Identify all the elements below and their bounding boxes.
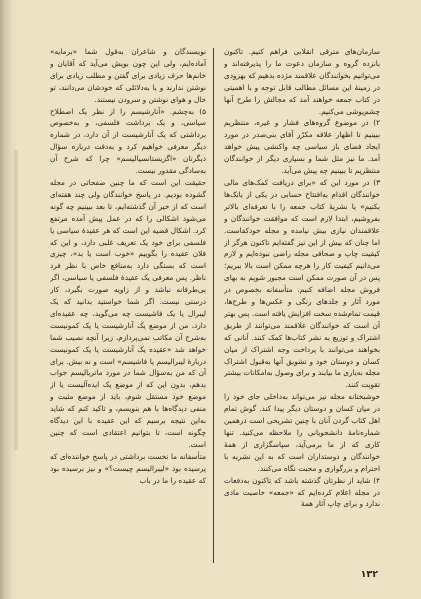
paragraph: ۳) در مورد این که «برای دریافت کمک‌های مالی خوانندگان اقدام به‌افتتاح حسابی در یکی از بانک‌ها بکنیم» یا نشریهٔ کتاب جمعه را با تعرفه‌ای بالاتر بفروشیم، ابتدا لازم است که موافقت خوانندگان و علاقمندان نیازی بیش نیامده و مجله خودکفاست. اما چنان که بیش از این نیز گفته‌ایم تاکنون هرگز از کیفیت چاپ و صحافی مجله راضی نبوده‌ایم و لازم می‌دانیم کیفیت کار را هرچه ممکن است بالا ببریم؛ پس در آن صورت ممکن است مجبور شویم به بهای فروش مجله اضافه کنیم. متأسفانه بخصوص در مورد آثار و جلدهای رنگی و عکس‌ها و طرح‌ها، قیمت تمام‌شده سخت افزایش یافته است. پس بهتر آن است که خوانندگان علاقمند می‌توانند از طریق اشتراک و توزیع به نشر کتاب‌ها کمک کنند. آنانی که بخواهند می‌توانند با پرداخت وجه اشتراک از میان کسان و دوستان خود و تشویق آنها به‌قبول اشتراک مجله به‌یاری ما بیایند و برای وصول به‌امکانات بیشتر تقویت کنند. <box>224 177 380 390</box>
paragraph: سازمان‌های مترقی انقلابی فراهم کنیم. تاکنون بانزده گروه و سازمان دعوت ما را پذیرفته‌اند و می‌توانیم بخوانندگان علاقمند مژده بدهیم که بهزودی در زمینهٔ این مسائل مطالب قابل توجه و با اهمیتی در کتاب جمعه خواهند آمد که مجالش را طرح آنها چشم‌پوشی می‌کنیم. <box>224 47 380 116</box>
scan-binding-shadow <box>14 150 18 450</box>
left-text-column <box>50 46 206 564</box>
paragraph: نویسندگان و شاعران به‌قول شما «برمایه» آماده‌ایم، ولی این چون بویش می‌آید که آقایان و خانم‌ها حرف زیادی برای گفتن و مطلب زیادی برای نوشتن ندارند و یا به‌دلائلی که خودشان می‌دانند، تو حال و هوای نوشتن و سرودن نیستند. <box>50 47 206 104</box>
paragraph: خوشبختانه مجله نیز می‌تواند به‌داخلی جای خود را در میان کسان و دوستان دیگر پیدا کند. گوش تمام اهل کتاب گردن آنان با چنین تشریحی است درهمین شماره‌نامهٔ دانشجویانی را ملاحظه می‌کنید. تنها کاری که از ما برمی‌آید، سپاسگزاری از همهٔ خوانندگان و دوستداران است که به این نشریه با احترام و بزرگواری و محبت نگاه می‌کنند. <box>224 392 380 473</box>
paragraph: حقیقت این است که ما چنین صفحاتی در مجله گشوده بودیم. در پاسخ خوانندگان ولی چند هفته‌ای است که از خیر آن گذشته‌ایم، تا بعد ببینیم چه گونه می‌شود اشکالی را که در عمل پیش آمده مرتفع کرد. اشکال قضیه این است که هر عقیدهٔ سیاسی یا فلسفی برای خود یک تعریف غلبی دارد، و این که فلان عقیده را بگوییم «خوب است یا بد»، چیزی است که بستگی دارد به‌منافع خاص با نظر فرد ناظر. پس معرفی یک عقیدهٔ فلسفی یا سیاسی، اگر بی‌طرفانه نباشد و از زاویه صورت بگیرد، کار درستی نیست. اگر شما خواستید بدانید که یک لیبرال یا یک فاشیست چه می‌گوید، چه عقیده‌ای دارد، من از موضع یک آنارشیست یا یک کمونیست به‌شرح آن مکاتب نمی‌پردازم، زیرا آنچه نصیب شما خواهد شد «عقیده یک آنارشیست یا یک کمونیست دربارهٔ لیبرالیسم یا فاشیسم» است و نه بیش. برای آن که من به‌سؤال شما در مورد ماتریالیسم جواب بدهم، بدون این که از موضع یک ایده‌آلیست یا از موضع خود مستقل شوم، باید از موضع مثبت و منفی دیدگاه‌ها با هم بنویسم، و تاکید کنم که شاید به‌این نتیجه برسیم که این عقیده با این دیدگاه چگونه است، تا بتوانیم اعتقادی است که چنین است. <box>50 177 206 449</box>
magazine-page <box>50 46 380 586</box>
paragraph: ۵) به‌چشم. «آنارشیسم را از نظر یک اصطلاح سیاسی، و یک برداشت فلسفی، و به‌خصوص برداشتی که یک آنارشیست از آن دارد، در شماره دیگر معرفی خواهیم کرد و به‌دقت درباره سؤال دیگرتان «اگزیستانسیالیسم» چرا که شرح آن به‌سادگی مقدور نیست. <box>50 106 206 176</box>
page-number: ۱۳۲ <box>360 569 378 580</box>
column-divider <box>213 48 214 563</box>
paragraph: ۴) شاید از نظرتان گذشته باشد که تاکنون به‌دفعات در مجله اعلام کرده‌ایم که «جمعه» خاصیت مادی ندارد و برای چاپ آثار همهٔ <box>224 475 380 509</box>
right-text-column <box>224 46 380 564</box>
paragraph: ۲) در موضوع گروه‌های فشار و غیره، منتظریم ببینیم تا اظهار علاقه مکرّر آقای بنی‌صدر در مورد ایجاد فضای باز سیاسی چه واکنشی پیش خواهد آمد. ما نیز مثل شما و بسیاری دیگر از خوانندگان منتظریم تا ببینیم چه پیش می‌آید. <box>224 118 380 176</box>
paragraph: متأسفانه ما نخست برداشتی در پاسخ خواننده‌ای که پرسیده بود «لیبرالیسم چیست؟» و نیز برسیده بود که عقیده را ما در باب <box>50 451 206 485</box>
